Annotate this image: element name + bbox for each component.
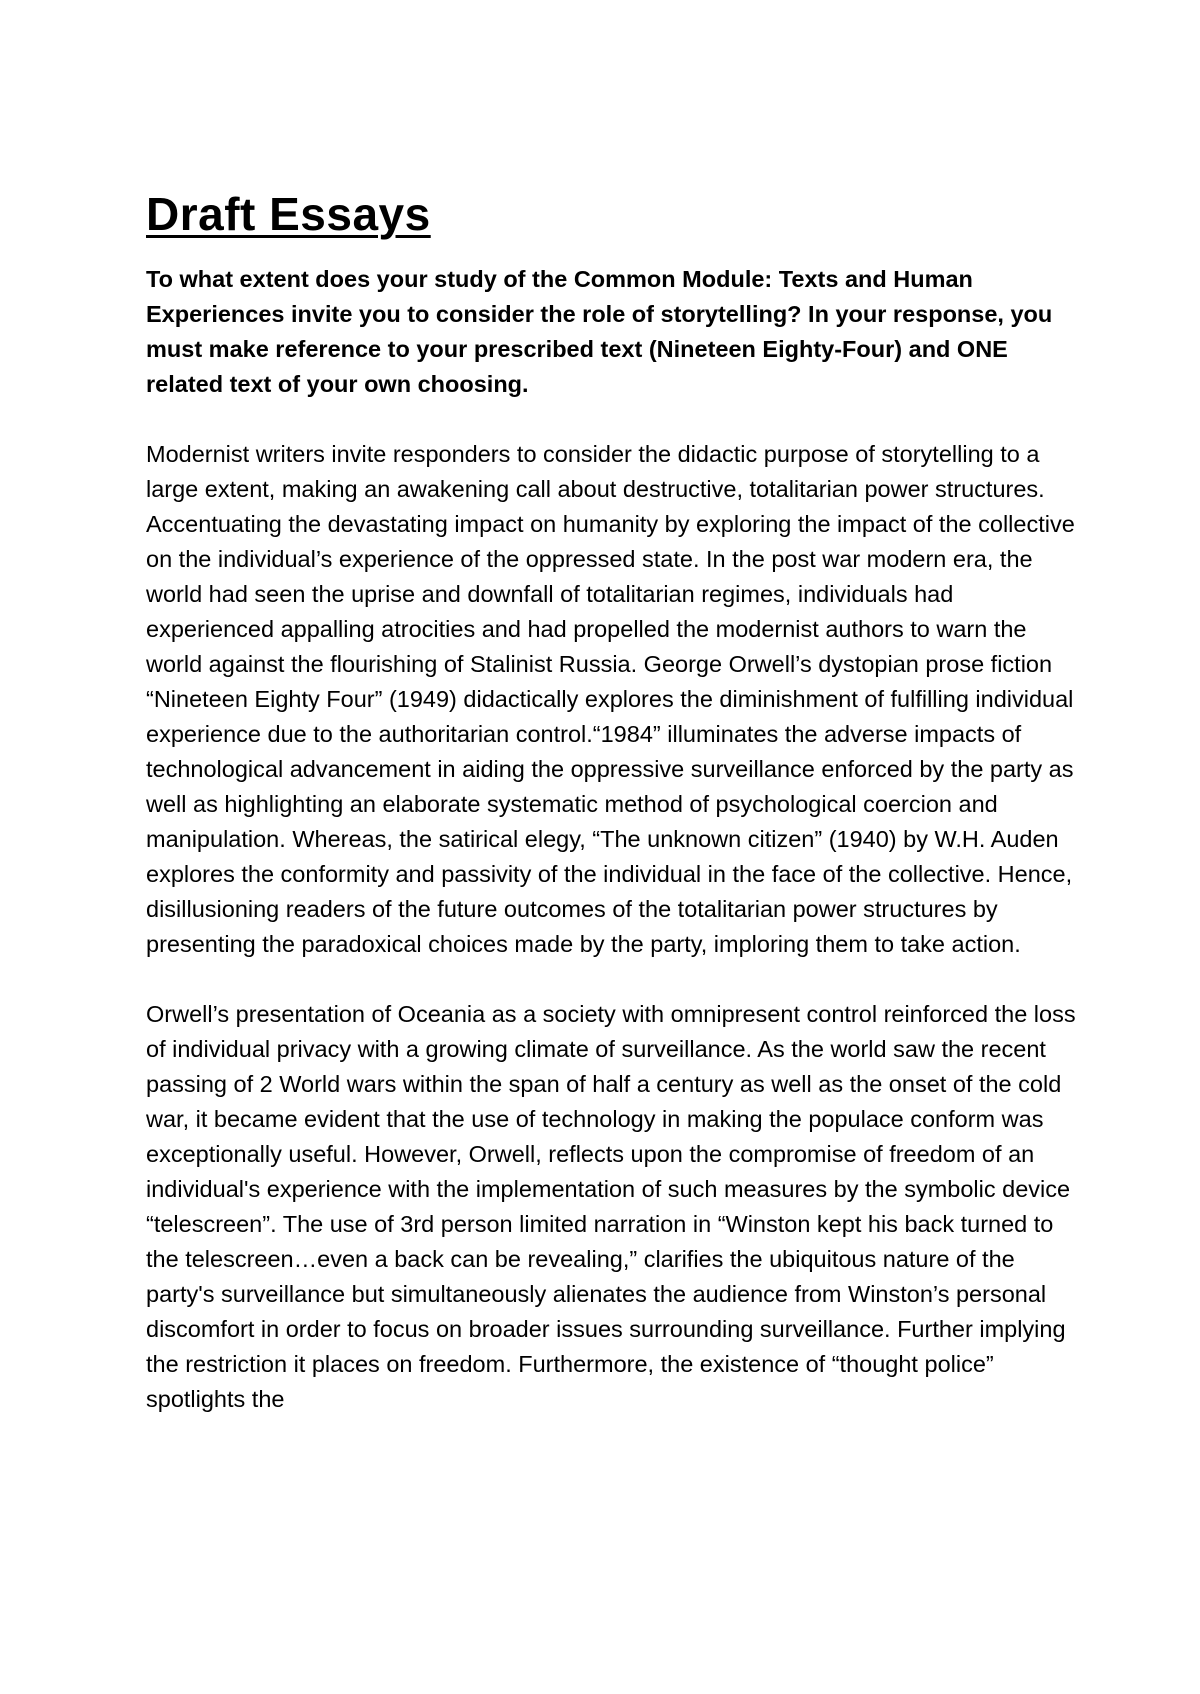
paragraph-introduction: Modernist writers invite responders to consider the didactic purpose of storytelling to a large extent, making an awakening call about destructive, totalitarian power structures. Accentuating the devastating impact on humanity by exploring the impact of the collective on the individual’s experience of the oppressed state. In the post war modern era, the world had seen the uprise and downfall of totalitarian regimes, individuals had experienced appalling atrocities and had propelled the modernist authors to warn the world against the flourishing of Stalinist Russia. George Orwell’s dystopian prose fiction “Nineteen Eighty Four” (1949) didactically explores the diminishment of fulfilling individual experience due to the authoritarian control.“1984” illuminates the adverse impacts of technological advancement in aiding the oppressive surveillance enforced by the party as well as highlighting an elaborate systematic method of psychological coercion and manipulation. Whereas, the satirical elegy, “The unknown citizen” (1940) by W.H. Auden explores the conformity and passivity of the individual in the face of the collective. Hence, disillusioning readers of the future outcomes of the totalitarian power structures by presenting the paradoxical choices made by the party, imploring them to take action. xyxy=(146,441,1075,957)
essay-question: To what extent does your study of the Common Module: Texts and Human Experiences invite you to consider the role of storytelling? In your response, you must make reference to your prescribed text (Nineteen Eighty-Four) and ONE related text of your own choosing. xyxy=(146,266,1053,397)
page-title: Draft Essays xyxy=(146,188,431,240)
paragraph-body-1: Orwell’s presentation of Oceania as a society with omnipresent control reinforced the loss of individual privacy with a growing climate of surveillance. As the world saw the recent passing of 2 World wars within the span of half a century as well as the onset of the cold war, it became evident that the use of technology in making the populace conform was exceptionally useful. However, Orwell, reflects upon the compromise of freedom of an individual's experience with the implementation of such measures by the symbolic device “telescreen”. The use of 3rd person limited narration in “Winston kept his back turned to the telescreen…even a back can be revealing,” clarifies the ubiquitous nature of the party's surveillance but simultaneously alienates the audience from Winston’s personal discomfort in order to focus on broader issues surrounding surveillance. Further implying the restriction it places on freedom. Furthermore, the existence of “thought police” spotlights the xyxy=(146,1001,1076,1412)
document-body xyxy=(146,188,1076,1452)
